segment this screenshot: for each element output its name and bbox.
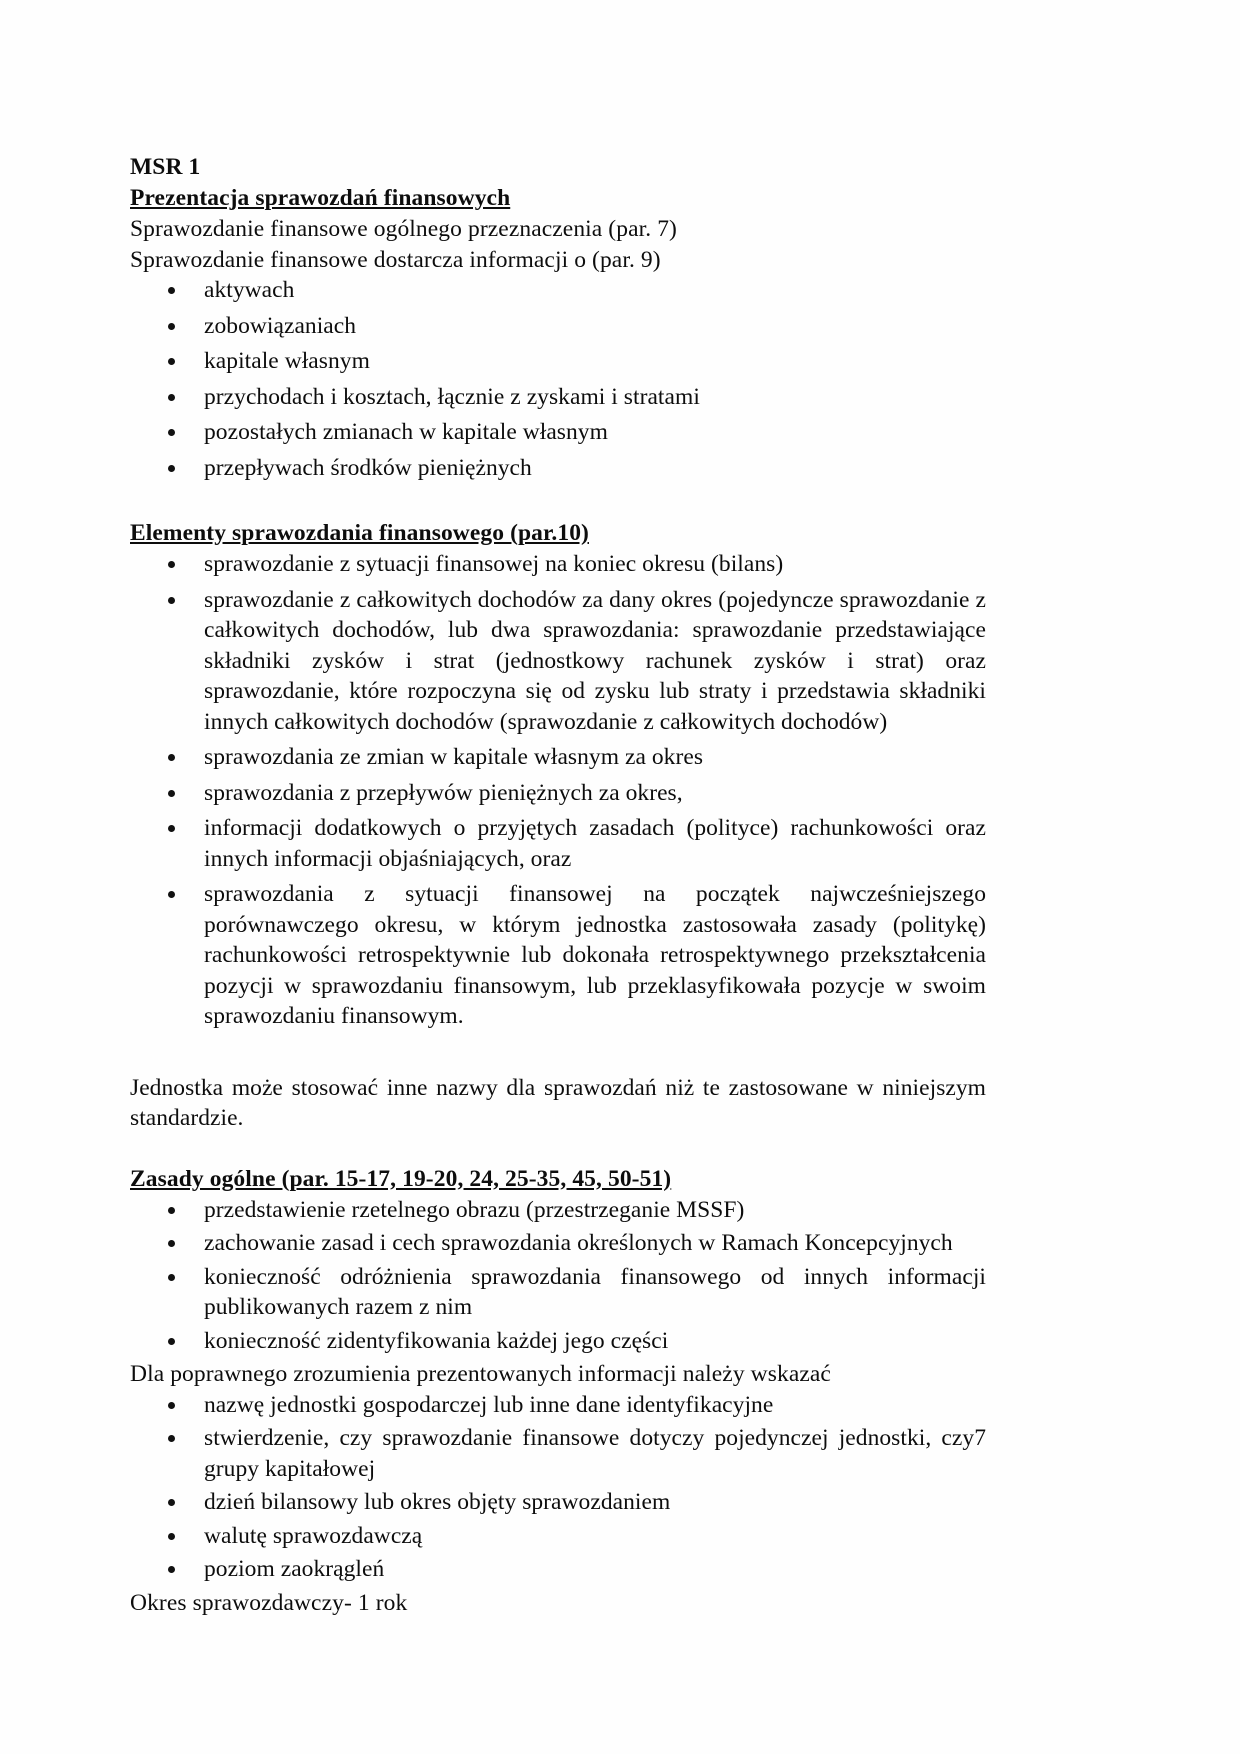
indication-bullet-list [130, 1390, 986, 1585]
indication-lead: Dla poprawnego zrozumienia prezentowanych informacji należy wskazać [130, 1361, 831, 1387]
list-item: sprawozdania ze zmian w kapitale własnym za okres [130, 742, 986, 773]
intro-line-2: Sprawozdanie finansowe dostarcza informacji o (par. 9) [130, 246, 661, 273]
list-item: sprawozdania z sytuacji finansowej na początek najwcześniejszego porównawczego okresu, w którym jednostka zastosowała zasady (politykę) rachunkowości retrospektywnie lub dokonała retrospektywnego przekształcenia pozycji w sprawozdaniu finansowym, lub przeklasyfikowała pozycje w swoim sprawozdaniu finansowym. [130, 879, 986, 1032]
list-item: zobowiązaniach [130, 311, 986, 342]
section-heading-elements: Elementy sprawozdania finansowego (par.10) [130, 520, 589, 546]
list-item: dzień bilansowy lub okres objęty sprawozdaniem [130, 1487, 986, 1518]
note-paragraph: Jednostka może stosować inne nazwy dla sprawozdań niż te zastosowane w niniejszym standardzie. [130, 1074, 986, 1131]
list-item: poziom zaokrągleń [130, 1554, 986, 1585]
intro-line-1: Sprawozdanie finansowe ogólnego przeznaczenia (par. 7) [130, 216, 677, 242]
list-item: walutę sprawozdawczą [130, 1521, 986, 1552]
list-item: przedstawienie rzetelnego obrazu (przestrzeganie MSSF) [130, 1195, 986, 1226]
intro-bullet-list [130, 275, 986, 483]
spacer [130, 1037, 986, 1073]
list-item: kapitale własnym [130, 346, 986, 377]
section-heading-rules: Zasady ogólne (par. 15-17, 19-20, 24, 25-35, 45, 50-51) [130, 1165, 672, 1192]
document-code: MSR 1 [130, 154, 201, 180]
list-item: zachowanie zasad i cech sprawozdania określonych w Ramach Koncepcyjnych [130, 1228, 986, 1259]
rules-bullet-list [130, 1195, 986, 1357]
list-item: przychodach i kosztach, łącznie z zyskami i stratami [130, 382, 986, 413]
list-item: konieczność zidentyfikowania każdej jego części [130, 1326, 986, 1357]
elements-bullet-list [130, 549, 986, 1032]
list-item: informacji dodatkowych o przyjętych zasadach (polityce) rachunkowości oraz innych informacji objaśniających, oraz [130, 813, 986, 874]
closing-line: Okres sprawozdawczy- 1 rok [130, 1589, 408, 1616]
document-title: Prezentacja sprawozdań finansowych [130, 185, 511, 211]
list-item: sprawozdanie z całkowitych dochodów za dany okres (pojedyncze sprawozdanie z całkowitych dochodów, lub dwa sprawozdania: sprawozdanie przedstawiające składniki zysków i strat (jednostkowy rachunek zysków i strat) oraz sprawozdanie, które rozpoczyna się od zysku lub straty i przedstawia składniki innych całkowitych dochodów (sprawozdanie z całkowitych dochodów) [130, 585, 986, 738]
list-item: przepływach środków pieniężnych [130, 453, 986, 484]
list-item: sprawozdanie z sytuacji finansowej na koniec okresu (bilans) [130, 549, 986, 580]
list-item: pozostałych zmianach w kapitale własnym [130, 417, 986, 448]
spacer [130, 1134, 986, 1164]
list-item: nazwę jednostki gospodarczej lub inne dane identyfikacyjne [130, 1390, 986, 1421]
document-content [130, 152, 986, 1618]
list-item: sprawozdania z przepływów pieniężnych za okres, [130, 778, 986, 809]
list-item: aktywach [130, 275, 986, 306]
list-item: konieczność odróżnienia sprawozdania finansowego od innych informacji publikowanych razem z nim [130, 1262, 986, 1323]
list-item: stwierdzenie, czy sprawozdanie finansowe dotyczy pojedynczej jednostki, czy7 grupy kapitałowej [130, 1423, 986, 1484]
spacer [130, 488, 986, 518]
